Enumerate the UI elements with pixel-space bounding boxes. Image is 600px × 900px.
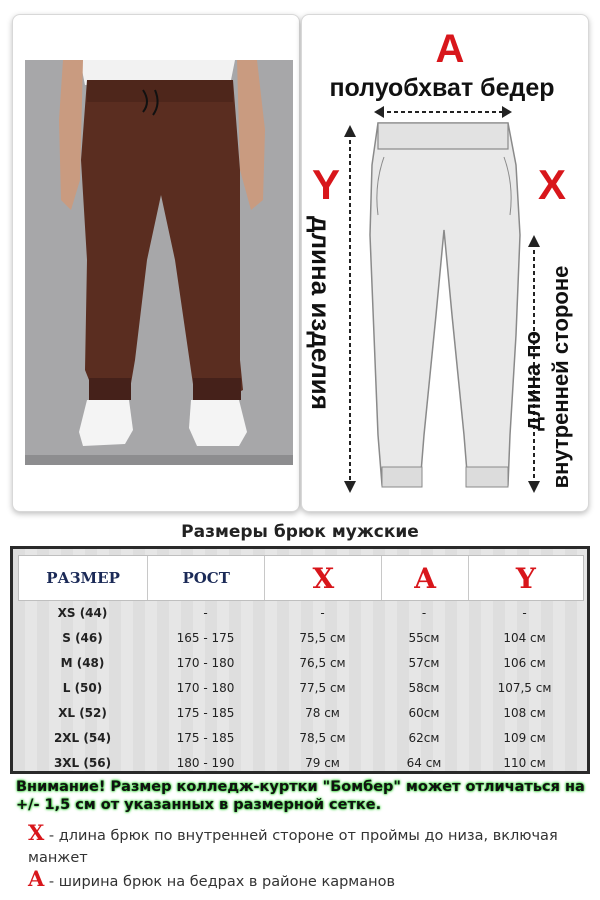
- table-row: [18, 725, 582, 750]
- cell-size: L (50): [62, 680, 103, 695]
- cell-size: XS (44): [57, 605, 108, 620]
- cell-x: 78 см: [305, 705, 340, 720]
- legend-a-letter: A: [28, 866, 45, 891]
- legend-x: [28, 822, 588, 869]
- cell-size: XL (52): [58, 705, 107, 720]
- table-row: [18, 675, 582, 700]
- cell-a: 58см: [408, 680, 440, 695]
- warning-text: Внимание! Размер колледж-куртки "Бомбер" может отличаться на +/- 1,5 см от указанных в размерной сетке.: [16, 779, 585, 813]
- legend-x-letter: X: [28, 820, 45, 845]
- header-size-label: РАЗМЕР: [46, 569, 120, 587]
- cell-size: 2XL (54): [53, 730, 112, 745]
- legend-a: [28, 868, 588, 893]
- header-height-label: РОСТ: [182, 569, 230, 587]
- table-header-row: [18, 555, 584, 601]
- letter-a: A: [435, 27, 465, 71]
- legend-a-text: - ширина брюк на бедрах в районе карманов: [48, 874, 396, 890]
- cell-y: 104 см: [503, 630, 546, 645]
- pants-illustration: [370, 123, 520, 485]
- header-a-label: A: [414, 561, 436, 595]
- letter-y: Y: [311, 161, 341, 208]
- table-row: [18, 650, 582, 675]
- product-photo-card: [12, 14, 300, 512]
- cell-a: 55см: [408, 630, 440, 645]
- cell-height: 170 - 180: [176, 680, 235, 695]
- table-row: [18, 625, 582, 650]
- cell-height: 170 - 180: [176, 655, 235, 670]
- cell-y: 109 см: [503, 730, 546, 745]
- table-row: [18, 750, 582, 775]
- header-y: [469, 556, 583, 600]
- cell-x: 77,5 см: [299, 680, 346, 695]
- notes-section: [16, 778, 588, 814]
- legend-x-text: - длина брюк по внутренней стороне от проймы до низа, включая манжет: [28, 828, 558, 866]
- size-table: [10, 546, 590, 774]
- inseam-label-1: длина по: [520, 331, 545, 431]
- hip-label: полуобхват бедер: [329, 74, 555, 102]
- pants-measurement-diagram: [302, 15, 588, 511]
- cell-size: 3XL (56): [53, 755, 112, 770]
- header-a: [382, 556, 468, 600]
- table-title: Размеры брюк мужские: [181, 522, 419, 542]
- header-x: [265, 556, 382, 600]
- letter-x: X: [537, 161, 567, 208]
- cell-y: -: [522, 605, 527, 620]
- cell-x: 76,5 см: [299, 655, 346, 670]
- header-x-label: X: [312, 561, 335, 595]
- cell-a: 62см: [408, 730, 440, 745]
- inseam-label-2: внутренней стороне: [548, 265, 573, 489]
- measurement-diagram-card: [301, 14, 589, 512]
- cell-size: S (46): [62, 630, 103, 645]
- cell-x: 79 см: [305, 755, 340, 770]
- cell-y: 107,5 см: [497, 680, 552, 695]
- cell-size: M (48): [60, 655, 105, 670]
- table-row: [18, 700, 582, 725]
- cell-y: 110 см: [503, 755, 546, 770]
- cell-x: -: [320, 605, 325, 620]
- cell-height: 165 - 175: [176, 630, 235, 645]
- cell-y: 106 см: [503, 655, 546, 670]
- cell-a: 60см: [408, 705, 440, 720]
- cell-height: 180 - 190: [176, 755, 235, 770]
- cell-a: -: [421, 605, 427, 620]
- cell-x: 75,5 см: [299, 630, 346, 645]
- header-y-label: Y: [515, 561, 536, 595]
- length-label: длина изделия: [306, 216, 336, 410]
- header-height: [148, 556, 265, 600]
- cell-a: 64 см: [406, 755, 442, 770]
- header-size: [19, 556, 148, 600]
- cell-a: 57см: [408, 655, 440, 670]
- cell-y: 108 см: [503, 705, 546, 720]
- cell-height: -: [203, 605, 208, 620]
- model-photo: [25, 60, 293, 465]
- cell-height: 175 - 185: [176, 705, 235, 720]
- cell-x: 78,5 см: [299, 730, 346, 745]
- table-row: [18, 600, 582, 625]
- cell-height: 175 - 185: [176, 730, 235, 745]
